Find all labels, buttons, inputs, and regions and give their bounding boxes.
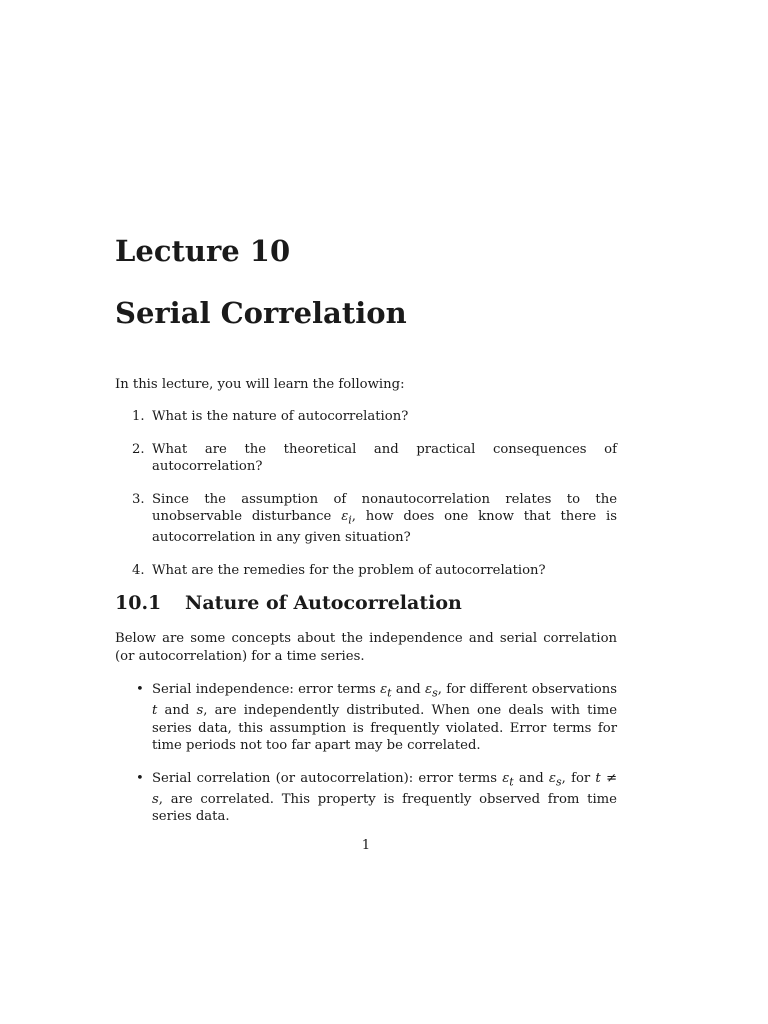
list-item-number: 1. — [132, 409, 145, 424]
list-item-number: 2. — [132, 441, 145, 457]
list-item — [115, 491, 617, 547]
list-item-text-end: , how does one know that there is autocorrelation in any given situation? — [152, 509, 617, 546]
intro-paragraph: In this lecture, you will learn the following: — [115, 377, 405, 392]
chapter-title: Serial Correlation — [115, 296, 407, 330]
epsilon-symbol: ε — [341, 509, 349, 524]
epsilon-symbol: ε — [380, 682, 388, 697]
subscript-t: t — [387, 686, 392, 700]
document-page — [115, 0, 617, 1024]
bullet-item — [115, 681, 617, 755]
list-item-number: 4. — [132, 562, 145, 578]
math-variable-s: s — [196, 703, 204, 719]
bullet-text: , for — [561, 770, 596, 786]
math-condition: t ≠ s — [152, 770, 617, 807]
concept-bullet-list — [115, 681, 617, 841]
list-item-text: What are the theoretical and practical consequences of autocorrelation? — [152, 441, 617, 474]
lecture-title: Lecture 10 — [115, 234, 291, 268]
bullet-text: , are independently distributed. When one deals with time series data, this assumption is frequently violated. Error terms for time periods not too far apart may be correlated. — [152, 703, 618, 754]
epsilon-symbol: ε — [548, 770, 556, 786]
epsilon-symbol: ε — [502, 770, 510, 786]
list-item — [115, 562, 617, 580]
list-item-text-start: Since the assumption of nonautocorrelation relates to the unobservable disturbance — [152, 491, 617, 524]
epsilon-symbol: ε — [425, 682, 433, 697]
bullet-text: Serial correlation (or autocorrelation): error terms — [152, 770, 503, 786]
section-paragraph: Below are some concepts about the independence and serial correlation (or autocorrelation) for a time series. — [115, 631, 617, 664]
bullet-dot-icon: • — [136, 682, 144, 697]
bullet-text: , for different observations — [437, 682, 617, 697]
list-item-text: What are the remedies for the problem of autocorrelation? — [152, 562, 546, 578]
bullet-dot-icon: • — [136, 770, 144, 786]
list-item — [115, 408, 617, 426]
bullet-text: Serial independence: error terms — [152, 682, 381, 697]
bullet-text: and — [157, 703, 197, 719]
section-number: 10.1 — [115, 592, 162, 614]
page-number: 1 — [361, 838, 371, 853]
list-item-number: 3. — [132, 491, 145, 507]
section-heading — [115, 590, 462, 616]
section-title: Nature of Autocorrelation — [185, 592, 462, 614]
learning-objectives-list — [115, 408, 617, 594]
subscript-i: i — [348, 513, 352, 527]
bullet-text: and — [391, 682, 425, 697]
bullet-text: , are correlated. This property is frequently observed from time series data. — [152, 791, 617, 825]
list-item — [115, 441, 617, 476]
subscript-s: s — [432, 686, 438, 700]
subscript-t: t — [509, 775, 514, 789]
bullet-text: and — [513, 770, 549, 786]
subscript-s: s — [556, 775, 562, 789]
list-item-text: What is the nature of autocorrelation? — [152, 409, 409, 424]
math-variable-t: t — [152, 703, 158, 719]
bullet-item — [115, 770, 617, 826]
